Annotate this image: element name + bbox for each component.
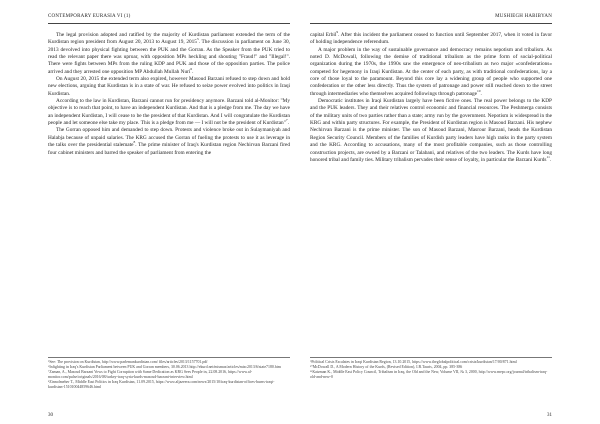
paragraph: According to the law in Kurdistan, Barzani cannot run for presidency anymore. Barzani told al-Monitor: "My objective is to reach that point, to have an independent Kurdistan. And that is a pledge from me. The day we have an independent Kurdistan, I will cease to be the president of that Kurdistan. And I will congratulate the Kurdistan people and let someone else take my place. This is a pledge from me — I will not be the president of Kurdistan"$^7$.	[48, 98, 290, 127]
journal-title: CONTEMPORARY EURASIA VI (1)	[48, 14, 131, 19]
footnote: ¹¹Katzman K., Middle East Policy Council, Tribalism in Iraq, the Old and the New, Volume VII, № 3, 2000, http://www.mepc.org/journal/tribalism-iraq-old-and-new-0	[310, 370, 548, 379]
footnotes-left	[48, 357, 290, 390]
footnote: ¹⁰McDowall D., A Modern History of the Kurds, (Revised Edition), I.B.Tauris, 2004, pp. 385-386	[310, 365, 463, 369]
footnote: ⁶Infighting in Iraq's Kurdistan Parliament between PUK and Gorran members, 30.06.2013 http://ekurd.net/mismas/articles/misc2013/6/state7180.htm	[48, 365, 281, 369]
footnote: ⁹Political Crisis Escalates in Iraqi Kurdistan Region, 13.10.2015, https://www.theglobalpolitical.com/crisis/kurdistan/17/00/871.html	[310, 360, 517, 364]
paragraph: Democratic institutes in Iraqi Kurdistan largely have been fictive ones. The real power belongs to the KDP and the PUK leaders. They and their relatives control economic and financial resources. The Peshmerga consists of the military units of two parties rather than a state; army run by the government. Nepotism is widespread in the KRG and within party structures. For example, the President of Kurdistan region is Masoud Barzani. His nephew Nechirvan Barzani is the prime minister. The son of Masoud Barzani, Masrour Barzani, heads the Kurdistan Region Security Council. Members of the families of Kurdish party leaders have high ranks in the party system and the KRG. According to accusations, many of the most profitable companies, such as those controlling construction projects, are owned by a Barzani or Talabani, and relatives of the two leaders. The Kurds have long honored tribal and family ties. Military tribalism pervades their sense of loyalty, in particular the Barzani Kurds$^{11}$.	[310, 98, 552, 163]
paragraph: On August 20, 2015 the extended term also expired, however Masoud Barzani refused to step down and hold new elections, arguing that Kurdistan is in a state of war. He refused to seize power evolved into politics in Iraqi Kurdistan.	[48, 76, 290, 97]
footnote: ⁸Zinnolmeher T., Middle East Politics in Iraq Kurdistan, 11.09.2015, https://www.aljazeera.com/news/2015/10/iraq-kurdistan-offices-burns-iraqi-kurdistan-151010044859646.html	[48, 380, 275, 389]
running-header-right	[310, 14, 552, 24]
footnote: ⁵See: The provision on Kurdistan, http://www.parlemankurdistan.com/ files/articles/2013/1157701.pdf	[48, 360, 208, 364]
page-number-right: 31	[547, 413, 552, 418]
paragraph: The legal provision adopted and ratified by the majority of Kurdistan parliament extended the term of the Kurdistan region president from August 20, 2013 to August 19, 2015$^5$. The discussion in parliament on June 30, 2013 devolved into physical fighting between the PUK and the Gorran. As the Speaker from the PUK tried to read the relevant paper there was uproar, with opposition MPs heckling and shouting "Fraud!" and "Illegal!". There were fights between MPs from the ruling KDP and PUK and those of the opposition parties. The police arrived and they arrested one opposition MP Abdullah Mullah Nuri$^6$.	[48, 32, 291, 75]
author-name: MUSHIEGH HABIBYAN	[495, 14, 552, 19]
footnote: ⁷Zaman, A., Masoud Barzani Vows to Fight Corruption with Same Dedication as KRG Sees People in, 22.08.2016, https://www.al-monitor.com/pulse/originals/2016/08/turkey-iraq-syria-kurds-masoud-barzani-interview.html	[48, 370, 253, 379]
right-body-text	[310, 32, 552, 164]
running-header-left	[48, 14, 290, 24]
left-body-text	[48, 32, 290, 157]
paragraph: A major problem in the way of sustainable governance and democracy remains nepotism and tribalism. As noted D. McDowall, following the demise of traditional tribalism as the prime form of social-political organization during the 1970s, the 1990s saw the emergence of neo-tribalism as two major «confederations» competed for hegemony in Iraqi Kurdistan. At the center of each party, as with traditional confederations, lay a core of those loyal to the paramount. Beyond this core lay a widening group of people who supported one confederation or the other less directly. Thus the system of patronage and power still reached down to the street through intermediaries who themselves acquired followings through patronage$^{10}$.	[310, 46, 552, 97]
footnotes-right	[310, 357, 552, 380]
paragraph: The Gorran opposed him and demanded to step down. Protests and violence broke out in Sulaymaniyah and Halabja because of unpaid salaries. The KRG accused the Gorran of fueling the protests to use it as leverage in the talks over the presidential stalemate$^8$. The prime minister of Iraq's Kurdistan region Nechirvan Barzani fired four cabinet ministers and barred the speaker of parliament from entering the	[48, 127, 290, 156]
paragraph: capital Erbil$^9$. After this incident the parliament ceased to function until September 2017, when it voted in favor of holding independence referendum.	[310, 30, 552, 46]
page-number-left: 30	[48, 413, 53, 418]
right-page	[300, 0, 600, 424]
